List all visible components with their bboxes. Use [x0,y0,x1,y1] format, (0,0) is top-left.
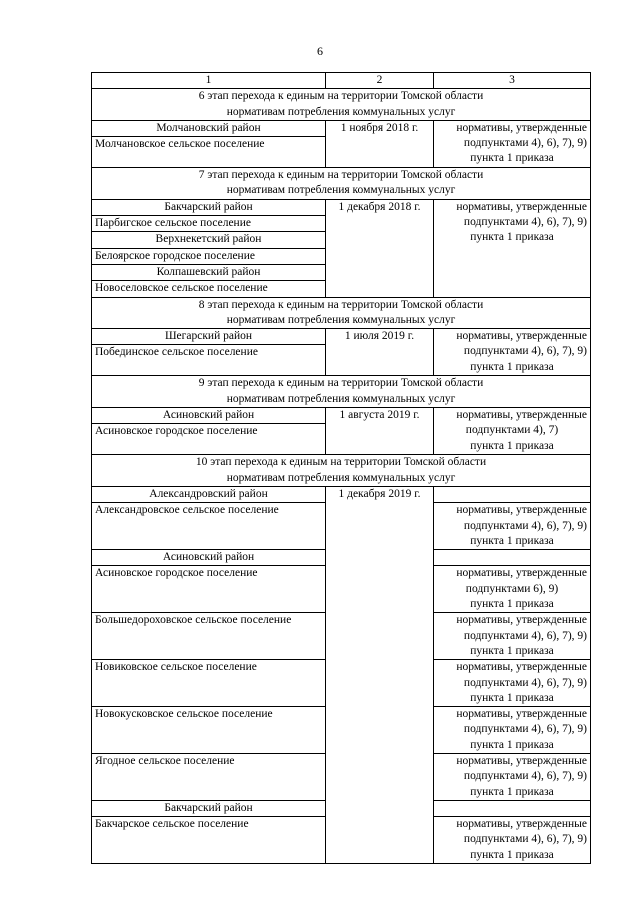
district-name: Бакчарский район [92,800,326,816]
settlement-name: Александровское сельское поселение [92,503,326,550]
table-row [92,408,591,424]
settlement-name: Ягодное сельское поселение [92,753,326,800]
page-number: 6 [317,44,323,58]
settlement-name: Белоярское городское поселение [92,248,326,264]
settlement-name: Асиновское городское поселение [92,424,326,455]
stage-heading-line1: 6 этап перехода к единым на территории Томской области [198,90,484,103]
stage-heading-line2: нормативам потребления коммунальных услуг [226,392,456,405]
normative-reference: нормативы, утвержденные подпунктами 4), 6), 7), 9) пункта 1 приказа [434,660,591,707]
stage-10-heading [92,455,591,487]
district-name: Асиновский район [92,550,326,566]
settlement-name: Новоселовское сельское поселение [92,281,326,297]
empty-cell [434,550,591,566]
stage-7-heading [92,168,591,200]
start-date: 1 декабря 2019 г. [326,486,434,863]
normatives-table [91,72,591,864]
normative-reference: нормативы, утвержденные подпунктами 4), 6), 7), 9) пункта 1 приказа [434,503,591,550]
stage-heading-line1: 8 этап перехода к единым на территории Томской области [198,298,484,311]
district-name: Колпашевский район [92,264,326,280]
normative-reference: нормативы, утвержденные подпунктами 4), 6), 7), 9) пункта 1 приказа [434,707,591,754]
empty-cell [434,800,591,816]
settlement-name: Парбигское сельское поселение [92,216,326,232]
column-header-2: 2 [326,73,434,89]
normative-reference: нормативы, утвержденные подпунктами 6), 9) пункта 1 приказа [434,566,591,613]
start-date: 1 декабря 2018 г. [326,199,434,297]
district-name: Александровский район [92,486,326,502]
settlement-name: Асиновское городское поселение [92,566,326,613]
settlement-name: Побединское сельское поселение [92,345,326,376]
normative-reference: нормативы, утвержденные подпунктами 4), 6), 7), 9) пункта 1 приказа [434,613,591,660]
stage-8-heading [92,297,591,329]
table-row [92,199,591,215]
normative-reference: нормативы, утвержденные подпунктами 4), 6), 7), 9) пункта 1 приказа [434,329,591,376]
district-name: Шегарский район [92,329,326,345]
start-date: 1 ноября 2018 г. [326,120,434,167]
stage-heading-line2: нормативам потребления коммунальных услуг [226,313,456,326]
stage-heading-line1: 10 этап перехода к единым на территории Томской области [195,456,487,469]
settlement-name: Большедороховское сельское поселение [92,613,326,660]
district-name: Бакчарский район [92,199,326,215]
normative-reference: нормативы, утвержденные подпунктами 4), 6), 7), 9) пункта 1 приказа [434,120,591,167]
normative-reference: нормативы, утвержденные подпунктами 4), 6), 7), 9) пункта 1 приказа [434,199,591,297]
stage-9-heading [92,376,591,408]
settlement-name: Бакчарское сельское поселение [92,817,326,864]
settlement-name: Новиковское сельское поселение [92,660,326,707]
column-header-3: 3 [434,73,591,89]
district-name: Асиновский район [92,408,326,424]
start-date: 1 июля 2019 г. [326,329,434,376]
district-name: Молчановский район [92,120,326,136]
table-row [92,120,591,136]
stage-6-heading [92,89,591,121]
stage-heading-line1: 9 этап перехода к единым на территории Томской области [198,377,484,390]
settlement-name: Новокусковское сельское поселение [92,707,326,754]
normative-reference: нормативы, утвержденные подпунктами 4), 6), 7), 9) пункта 1 приказа [434,817,591,864]
table-row [92,329,591,345]
stage-heading-line2: нормативам потребления коммунальных услуг [226,105,456,118]
normative-reference: нормативы, утвержденные подпунктами 4), 6), 7), 9) пункта 1 приказа [434,753,591,800]
district-name: Верхнекетский район [92,232,326,248]
normative-reference: нормативы, утвержденные подпунктами 4), 7) пункта 1 приказа [434,408,591,455]
settlement-name: Молчановское сельское поселение [92,137,326,168]
start-date: 1 августа 2019 г. [326,408,434,455]
column-header-1: 1 [92,73,326,89]
empty-cell [434,486,591,502]
table-row [92,486,591,502]
stage-heading-line2: нормативам потребления коммунальных услуг [226,471,456,484]
table-header-row [92,73,591,89]
stage-heading-line1: 7 этап перехода к единым на территории Томской области [198,169,484,182]
stage-heading-line2: нормативам потребления коммунальных услуг [226,184,456,197]
